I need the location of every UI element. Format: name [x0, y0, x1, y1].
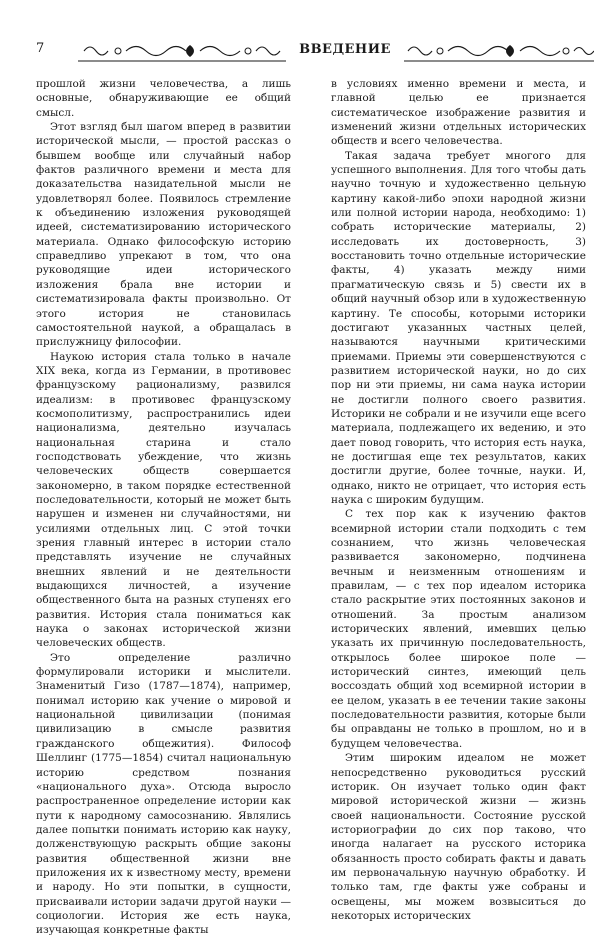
paragraph: Такая задача требует многого для успешного выполнения. Для того чтобы дать научно точную и художественно цельную картину какой-либо эпохи народной жизни или полной истории народа, необходимо: 1) собрать исторические материалы, 2) исследовать их достоверность, 3) восстановить точно отдельные исторические факты, 4) указать между ними прагматическую связь и 5) свести их в общий научный обзор или в художественную картину. Те способы, которыми историки достигают указанных частных целей, называются научными критическими приемами. Приемы эти совершенствуются с развитием исторической науки, но до сих пор ни эти приемы, ни сама наука истории не достигли полного своего развития. Историки не собрали и не изучили еще всего материала, подлежащего их ведению, и это дает повод говорить, что история есть наука, не достигшая еще тех результатов, каких достигли другие, более точные, науки. И, однако, никто не отрицает, что история есть наука с широким будущим.: [331, 149, 586, 506]
paragraph: Это определение различно формулировали историки и мыслители. Знаменитый Гизо (1787—1874), например, понимал историю как учение о мировой и национальной цивилизации (понимая цивилизацию в смысле развития гражданского общежития). Философ Шеллинг (1775—1854) считал национальную историю средством познания «национального духа». Отсюда выросло распространенное определение истории как пути к народному самосознанию. Являлись далее попытки понимать историю как науку, долженствующую раскрыть общие законы развития общественной жизни вне приложения их к известному месту, времени и народу. Но эти попытки, в сущности, присваивали истории задачи другой науки — социологии. История же есть наука, изучающая конкретные факты: [36, 651, 291, 937]
chapter-title: ВВЕДЕНИЕ: [299, 42, 391, 57]
left-column: [36, 77, 291, 937]
paragraph: С тех пор как к изучению фактов всемирной истории стали подходить с тем сознанием, что жизнь человеческая развивается закономерно, подчинена вечным и неизменным отношениям и правилам, — с тех пор идеалом историка стало раскрытие этих постоянных законов и отношений. За простым анализом исторических явлений, имевших целью указать их причинную последовательность, открылось более широкое поле — исторический синтез, имеющий цель воссоздать общий ход всемирной истории в ее целом, указать в ее течении такие законы последовательности развития, которые были бы оправданы не только в прошлом, но и в будущем человечества.: [331, 508, 586, 750]
paragraph: Наукою история стала только в начале XIX века, когда из Германии, в противовес французскому рационализму, развился идеализм: в противовес французскому космополитизму, распространились идеи национализма, деятельно изучалась национальная старина и стало господствовать убеждение, что жизнь человеческих обществ совершается закономерно, в таком порядке естественной последовательности, который не может быть нарушен и изменен ни случайностями, ни усилиями отдельных лиц. С этой точки зрения главный интерес в истории стало представлять изучение не случайных внешних явлений и не деятельности выдающихся личностей, а изучение общественного быта на разных ступенях его развития. История стала пониматься как наука о законах исторической жизни человеческих обществ.: [36, 350, 291, 650]
paragraph: Этот взгляд был шагом вперед в развитии исторической мысли, — простой рассказ о бывшем вообще или случайный набор фактов различного времени и места для доказательства назидательной мысли не удовлетворял более. Появилось стремление к объединению изложения руководящей идеей, систематизированию исторического материала. Однако философскую историю справедливо упрекают в том, что она руководящие идеи исторического изложения брала вне истории и систематизировала факты произвольно. От этого история не становилась самостоятельной наукой, а обращалась в прислужницу философии.: [36, 121, 291, 349]
right-column: [331, 77, 586, 922]
text-columns: [36, 77, 586, 937]
left-ornament-icon: [78, 40, 286, 62]
paragraph: в условиях именно времени и места, и главной целью ее признается систематическое изображение развития и изменений жизни отдельных исторических обществ и всего человечества.: [331, 78, 586, 148]
paragraph: прошлой жизни человечества, а лишь основные, обнаруживающие ее общий смысл.: [36, 78, 291, 119]
paragraph: Этим широким идеалом не может непосредственно руководиться русский историк. Он изучает только один факт мировой исторической жизни — жизнь своей национальности. Состояние русской историографии до сих пор таково, что иногда налагает на русского историка обязанность просто собирать факты и давать им первоначальную научную обработку. И только там, где факты уже собраны и освещены, мы можем возвыситься до некоторых исторических: [331, 752, 586, 922]
right-ornament-icon: [404, 40, 594, 62]
page-header: [36, 38, 586, 68]
page-number: 7: [36, 41, 45, 56]
